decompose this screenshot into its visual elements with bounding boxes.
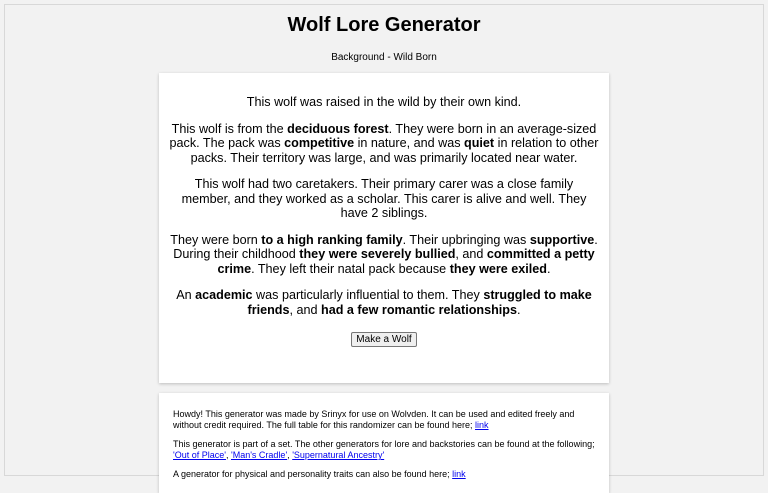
info-paragraph-traits — [173, 469, 595, 480]
page-subtitle: Background - Wild Born — [331, 52, 437, 63]
lore-paragraph-2 — [169, 122, 599, 166]
lore-text: This wolf is from the — [171, 121, 288, 136]
lore-text: , and — [289, 302, 322, 317]
leave-reason-value: they were exiled — [449, 261, 547, 276]
lore-paragraph-1: This wolf was raised in the wild by their own kind. — [246, 95, 522, 109]
influence-value: academic — [195, 288, 253, 302]
lore-text: was particularly influential to them. They — [252, 288, 484, 302]
supernatural-ancestry-link[interactable]: 'Supernatural Ancestry' — [292, 450, 385, 460]
separator: , — [225, 450, 231, 460]
lore-paragraph-3: This wolf had two caretakers. Their primary carer was a close family member, and they worked as a scholar. This carer is alive and well. They have 2 siblings. — [181, 177, 587, 220]
lore-text: , and — [455, 247, 487, 261]
make-a-wolf-button[interactable]: Make a Wolf — [351, 332, 416, 347]
habitat-value: deciduous forest — [287, 121, 389, 136]
crime-value: committed a petty crime — [217, 247, 595, 276]
info-card — [159, 393, 609, 493]
lore-text: . They were born in an average-sized pack. The pack was — [169, 121, 597, 150]
lore-text: in nature, and was — [354, 136, 465, 150]
page-title: Wolf Lore Generator — [287, 14, 481, 36]
family-value: to a high ranking family — [261, 232, 403, 247]
traits-generator-link[interactable]: link — [452, 469, 466, 479]
pack-relation-value: quiet — [464, 136, 495, 150]
full-table-link[interactable]: link — [475, 420, 489, 430]
romance-value: had a few romantic relationships — [321, 302, 517, 317]
struggle-value: struggled to make friends — [247, 288, 592, 317]
info-paragraph-set — [173, 439, 595, 461]
lore-paragraph-4 — [169, 233, 599, 277]
lore-card — [159, 73, 609, 383]
lore-text: . They left their natal pack because — [251, 261, 450, 276]
pack-nature-value: competitive — [284, 136, 355, 150]
lore-text: . During their childhood — [173, 232, 598, 261]
lore-text: . Their upbringing was — [402, 232, 530, 247]
info-text: A generator for physical and personality traits can also be found here; — [173, 469, 453, 479]
out-of-place-link[interactable]: 'Out of Place' — [173, 450, 226, 460]
info-text: Howdy! This generator was made by Srinyx for use on Wolvden. It can be used and edited freely and without credit required. The full table for this randomizer can be found here; — [173, 409, 575, 430]
lore-text: . — [516, 302, 521, 317]
separator: , — [287, 450, 293, 460]
lore-text: An — [176, 288, 196, 302]
lore-paragraph-5 — [169, 288, 599, 317]
info-text: This generator is part of a set. The other generators for lore and backstories can be found at the following; — [173, 439, 595, 449]
upbringing-value: supportive — [529, 232, 595, 247]
info-paragraph-credits — [173, 409, 595, 431]
childhood-value: they were severely bullied — [299, 247, 456, 261]
lore-text: They were born — [170, 232, 262, 247]
lore-text: . — [547, 261, 551, 276]
mans-cradle-link[interactable]: 'Man's Cradle' — [230, 450, 288, 460]
lore-text: in relation to other packs. Their territory was large, and was primarily located near water. — [190, 136, 599, 165]
